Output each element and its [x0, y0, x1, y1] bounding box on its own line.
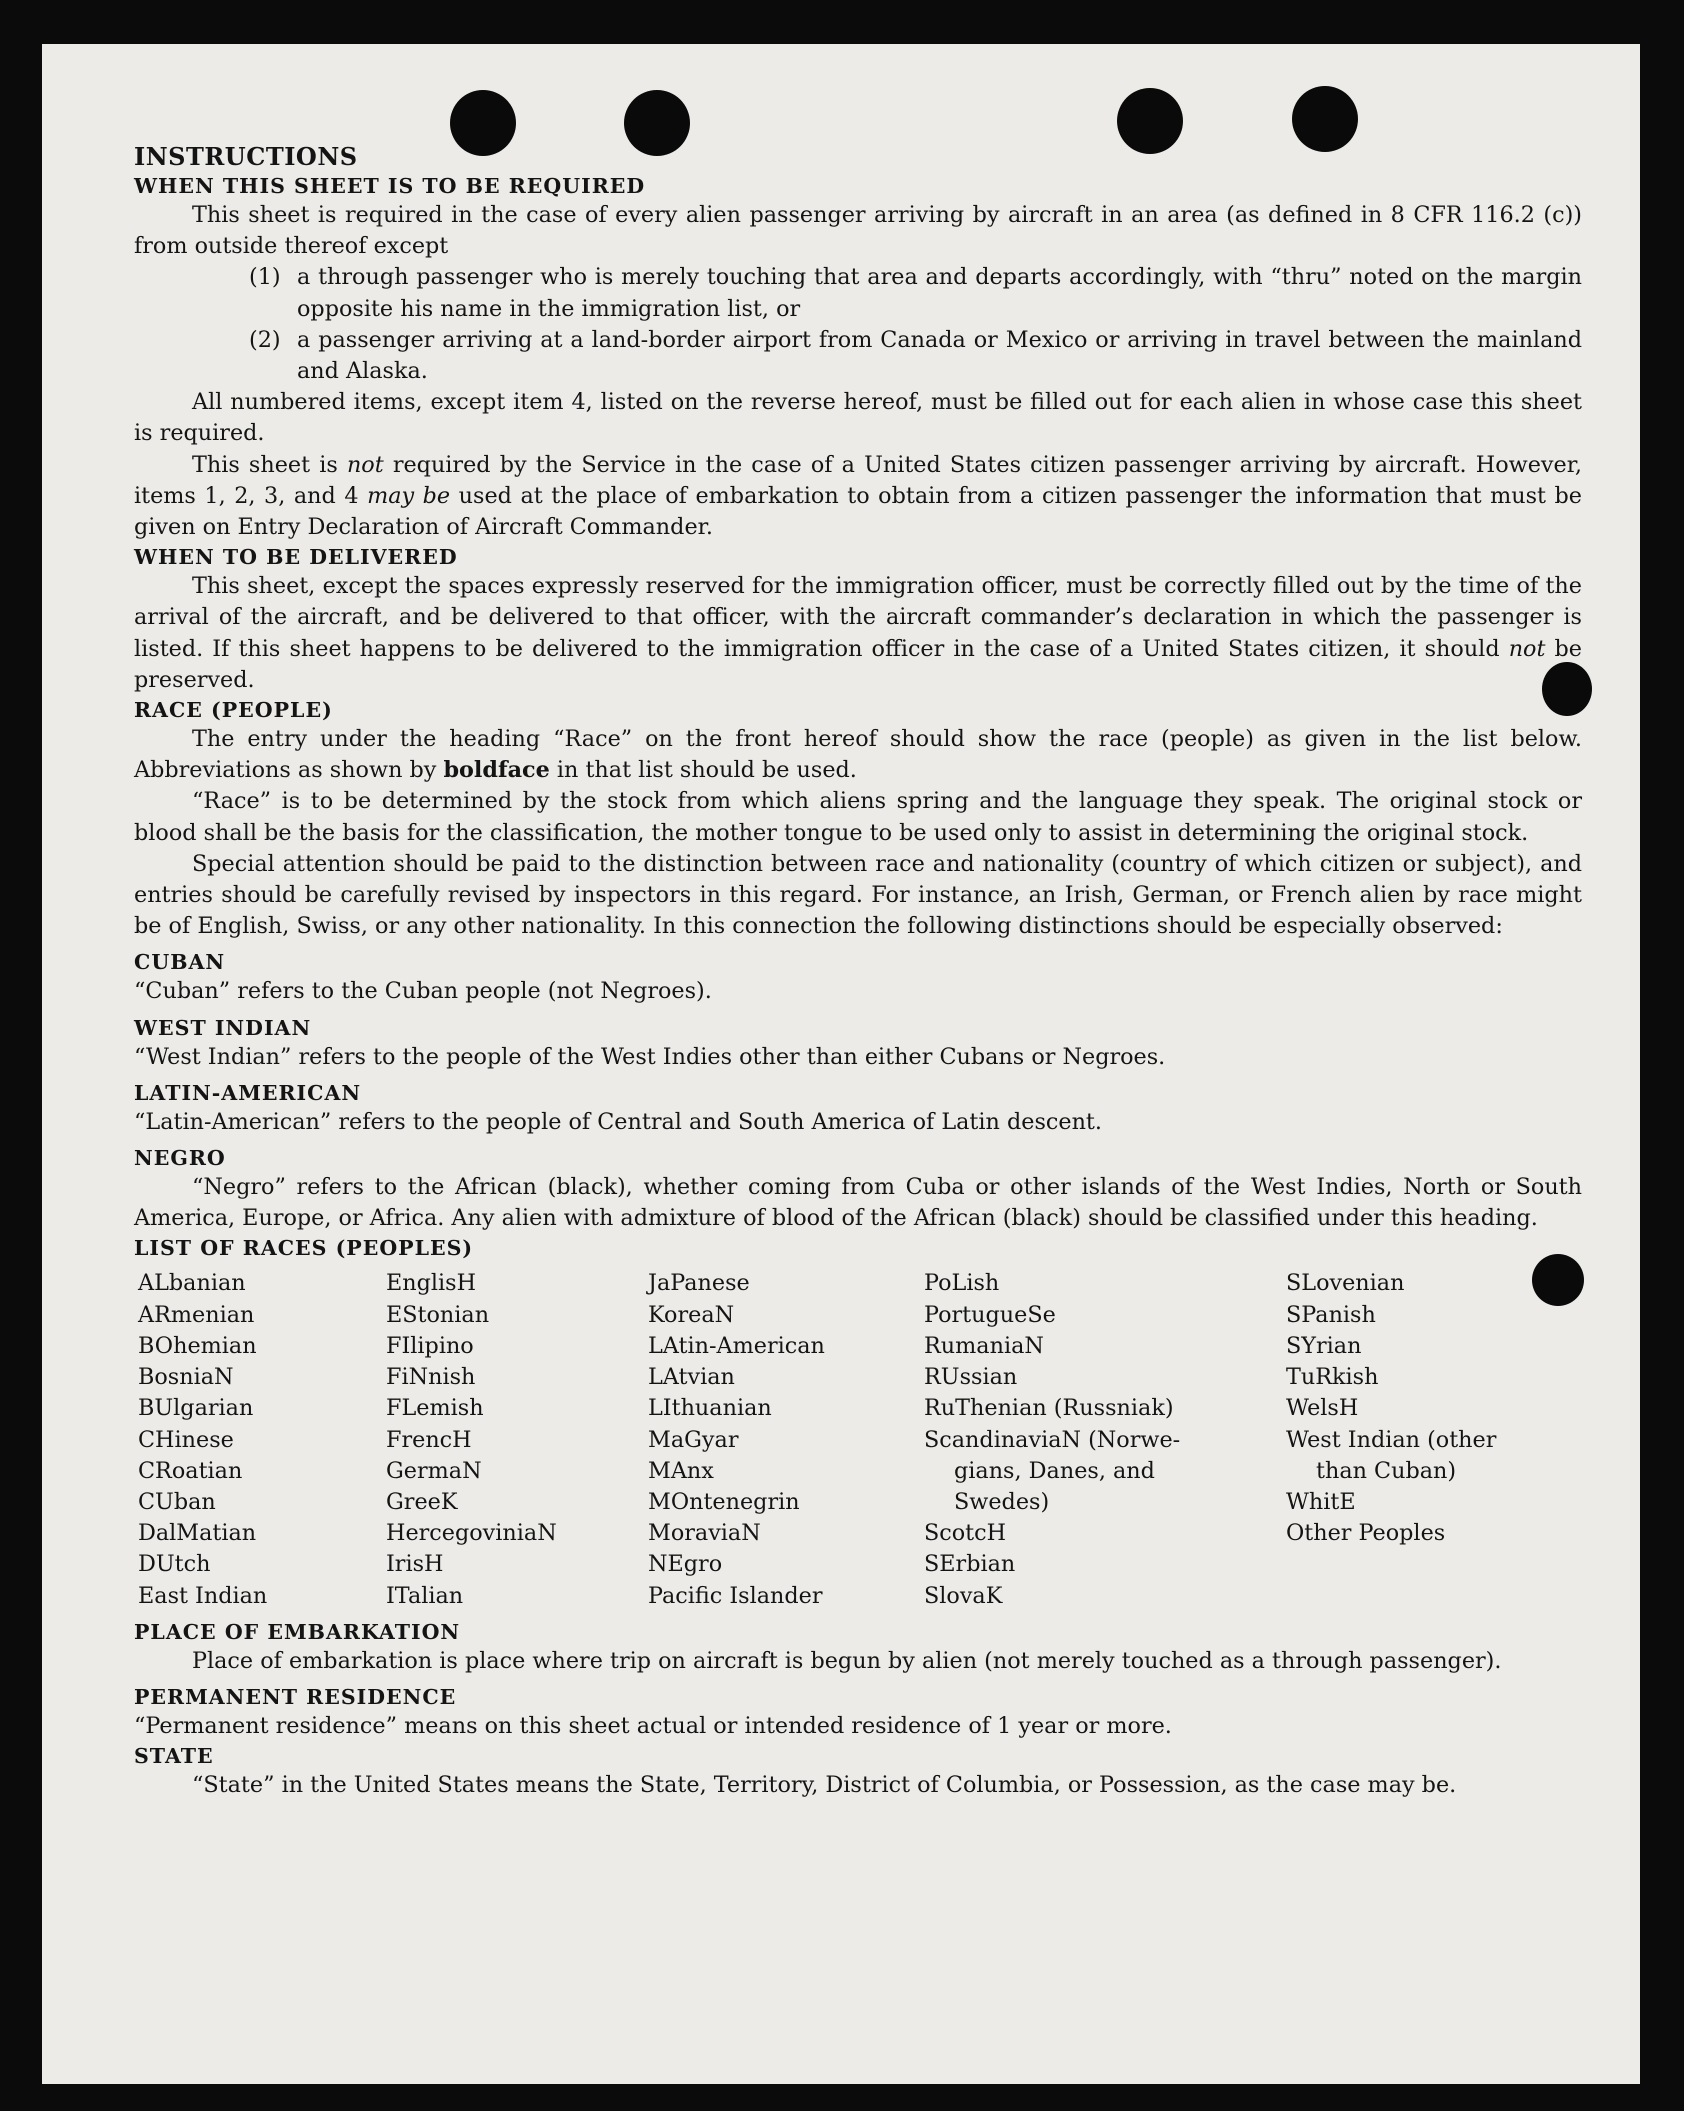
- heading-race: RACE (PEOPLE): [134, 698, 333, 723]
- negro-definition: “Negro” refers to the African (black), whether coming from Cuba or other islands of the West Indies, North or South America, Europe, or Africa. Any alien with admixture of blood of the African (black) should be classified under this heading.: [134, 1174, 1582, 1232]
- race-entry: ITalian: [386, 1582, 464, 1609]
- latin-american-definition: “Latin-American” refers to the people of Central and South America of Latin descent.: [134, 1108, 1102, 1135]
- heading-west-indian: WEST INDIAN: [134, 1015, 312, 1040]
- document-page: [42, 44, 1640, 2084]
- heading-latin-american: LATIN-AMERICAN: [134, 1080, 362, 1105]
- heading-when-delivered: WHEN TO BE DELIVERED: [134, 545, 458, 570]
- race-entry: BOhemian: [138, 1332, 257, 1359]
- race-entry: WelsH: [1286, 1395, 1359, 1422]
- race-entry: BosniaN: [138, 1364, 234, 1391]
- heading-when-required: WHEN THIS SHEET IS TO BE REQUIRED: [134, 174, 646, 198]
- heading-cuban: CUBAN: [134, 950, 226, 975]
- race-entry: CHinese: [138, 1426, 234, 1453]
- when-delivered-paragraph: This sheet, except the spaces expressly reserved for the immigration officer, must be correctly filled out by the time of the arrival of the aircraft, and be delivered to that officer, with the aircraft commander’s declaration in which the passenger is listed. If this sheet happens to be delivered to the immigration officer in the case of a United States citizen, it should not be preserved.: [134, 573, 1582, 693]
- heading-place-of-embarkation: PLACE OF EMBARKATION: [134, 1619, 461, 1644]
- race-entry: East Indian: [138, 1582, 268, 1609]
- race-entry: ALbanian: [138, 1270, 246, 1297]
- heading-negro: NEGRO: [134, 1146, 226, 1171]
- race-entry: MOntenegrin: [648, 1488, 800, 1515]
- race-entry: RumaniaN: [924, 1332, 1044, 1359]
- race-entry: MAnx: [648, 1457, 714, 1484]
- race-entry: PoLish: [924, 1270, 1000, 1297]
- citizen-passenger-paragraph: This sheet is not required by the Service in the case of a United States citizen passenger arriving by aircraft. However, items 1, 2, 3, and 4 may be used at the place of embarkation to obtain from a citizen passenger the information that must be given on Entry Declaration of Aircraft Commander.: [134, 451, 1582, 541]
- race-entry: than Cuban): [1316, 1457, 1457, 1484]
- race-entry: LAtvian: [648, 1364, 735, 1391]
- race-entry: DalMatian: [138, 1520, 257, 1547]
- race-entry: West Indian (other: [1286, 1426, 1497, 1453]
- races-column-5: [1286, 1268, 1576, 1611]
- race-paragraph-3: Special attention should be paid to the distinction between race and nationality (country of which citizen or subject), and entries should be carefully revised by inspectors in this regard. For instance, an Irish, German, or French alien by race might be of English, Swiss, or any other nationality. In this connection the following distinctions should be especially observed:: [134, 850, 1582, 940]
- races-column-1: [138, 1268, 386, 1611]
- cuban-definition: “Cuban” refers to the Cuban people (not Negroes).: [134, 978, 712, 1005]
- numbered-items-paragraph: All numbered items, except item 4, listed on the reverse hereof, must be filled out for each alien in whose case this sheet is required.: [134, 389, 1582, 447]
- race-entry: FLemish: [386, 1395, 484, 1422]
- races-column-2: [386, 1268, 648, 1611]
- exception-text: a passenger arriving at a land-border airport from Canada or Mexico or arriving in travel between the mainland and Alaska.: [297, 326, 1582, 385]
- race-entry: WhitE: [1286, 1488, 1356, 1515]
- race-entry: MoraviaN: [648, 1520, 761, 1547]
- race-entry: IrisH: [386, 1551, 444, 1578]
- instructions-content: [134, 142, 1582, 1801]
- race-paragraph-2: “Race” is to be determined by the stock from which aliens spring and the language they speak. The original stock or blood shall be the basis for the classification, the mother tongue to be used only to assist in determining the original stock.: [134, 788, 1582, 846]
- race-entry: Pacific Islander: [648, 1582, 823, 1609]
- race-entry: FiNnish: [386, 1364, 476, 1391]
- race-entry: Swedes): [954, 1488, 1050, 1515]
- heading-list-of-races: LIST OF RACES (PEOPLES): [134, 1236, 474, 1261]
- race-entry: HercegoviniaN: [386, 1520, 557, 1547]
- race-entry: ARmenian: [138, 1301, 255, 1328]
- race-entry: EnglisH: [386, 1270, 477, 1297]
- race-entry: SlovaK: [924, 1582, 1003, 1609]
- races-list: [138, 1268, 1582, 1611]
- race-entry: LAtin-American: [648, 1332, 825, 1359]
- race-entry: SLovenian: [1286, 1270, 1405, 1297]
- race-entry: NEgro: [648, 1551, 723, 1578]
- races-column-3: [648, 1268, 924, 1611]
- race-entry: ScandinaviaN (Norwe-: [924, 1426, 1181, 1453]
- race-entry: SErbian: [924, 1551, 1016, 1578]
- race-entry: KoreaN: [648, 1301, 735, 1328]
- exception-number: (2): [249, 326, 281, 353]
- heading-permanent-residence: PERMANENT RESIDENCE: [134, 1684, 457, 1709]
- race-entry: RuThenian (Russniak): [924, 1395, 1174, 1422]
- page-title: INSTRUCTIONS: [134, 142, 358, 171]
- race-entry: DUtch: [138, 1551, 211, 1578]
- race-entry: SYrian: [1286, 1332, 1362, 1359]
- race-entry: GermaN: [386, 1457, 482, 1484]
- race-entry: BUlgarian: [138, 1395, 254, 1422]
- race-entry: CRoatian: [138, 1457, 243, 1484]
- exception-number: (1): [249, 264, 281, 291]
- exception-text: a through passenger who is merely touching that area and departs accordingly, with “thru” noted on the margin opposite his name in the immigration list, or: [297, 264, 1582, 322]
- race-entry: gians, Danes, and: [954, 1457, 1155, 1484]
- race-entry: CUban: [138, 1488, 216, 1515]
- exception-item-2: [249, 325, 1582, 387]
- race-paragraph-1: The entry under the heading “Race” on the front hereof should show the race (people) as given in the list below. Abbreviations as shown by boldface in that list should be used.: [134, 726, 1582, 784]
- embarkation-definition: Place of embarkation is place where trip on aircraft is begun by alien (not merely touched as a through passenger).: [192, 1647, 1502, 1674]
- race-entry: FIlipino: [386, 1332, 474, 1359]
- races-column-4: [924, 1268, 1286, 1611]
- race-entry: GreeK: [386, 1488, 458, 1515]
- race-entry: Other Peoples: [1286, 1520, 1446, 1547]
- state-definition: “State” in the United States means the State, Territory, District of Columbia, or Possession, as the case may be.: [192, 1772, 1457, 1799]
- race-entry: JaPanese: [648, 1270, 750, 1297]
- race-entry: FrencH: [386, 1426, 472, 1453]
- race-entry: EStonian: [386, 1301, 490, 1328]
- race-entry: MaGyar: [648, 1426, 739, 1453]
- west-indian-definition: “West Indian” refers to the people of the West Indies other than either Cubans or Negroes.: [134, 1043, 1166, 1070]
- exception-item-1: [249, 262, 1582, 324]
- race-entry: PortugueSe: [924, 1301, 1056, 1328]
- race-entry: LIthuanian: [648, 1395, 772, 1422]
- residence-definition: “Permanent residence” means on this sheet actual or intended residence of 1 year or more.: [134, 1712, 1172, 1739]
- race-entry: ScotcH: [924, 1520, 1007, 1547]
- when-required-intro: This sheet is required in the case of every alien passenger arriving by aircraft in an area (as defined in 8 CFR 116.2 (c)) from outside thereof except: [134, 202, 1582, 260]
- race-entry: RUssian: [924, 1364, 1018, 1391]
- race-entry: TuRkish: [1286, 1364, 1379, 1391]
- race-entry: SPanish: [1286, 1301, 1376, 1328]
- heading-state: STATE: [134, 1744, 214, 1769]
